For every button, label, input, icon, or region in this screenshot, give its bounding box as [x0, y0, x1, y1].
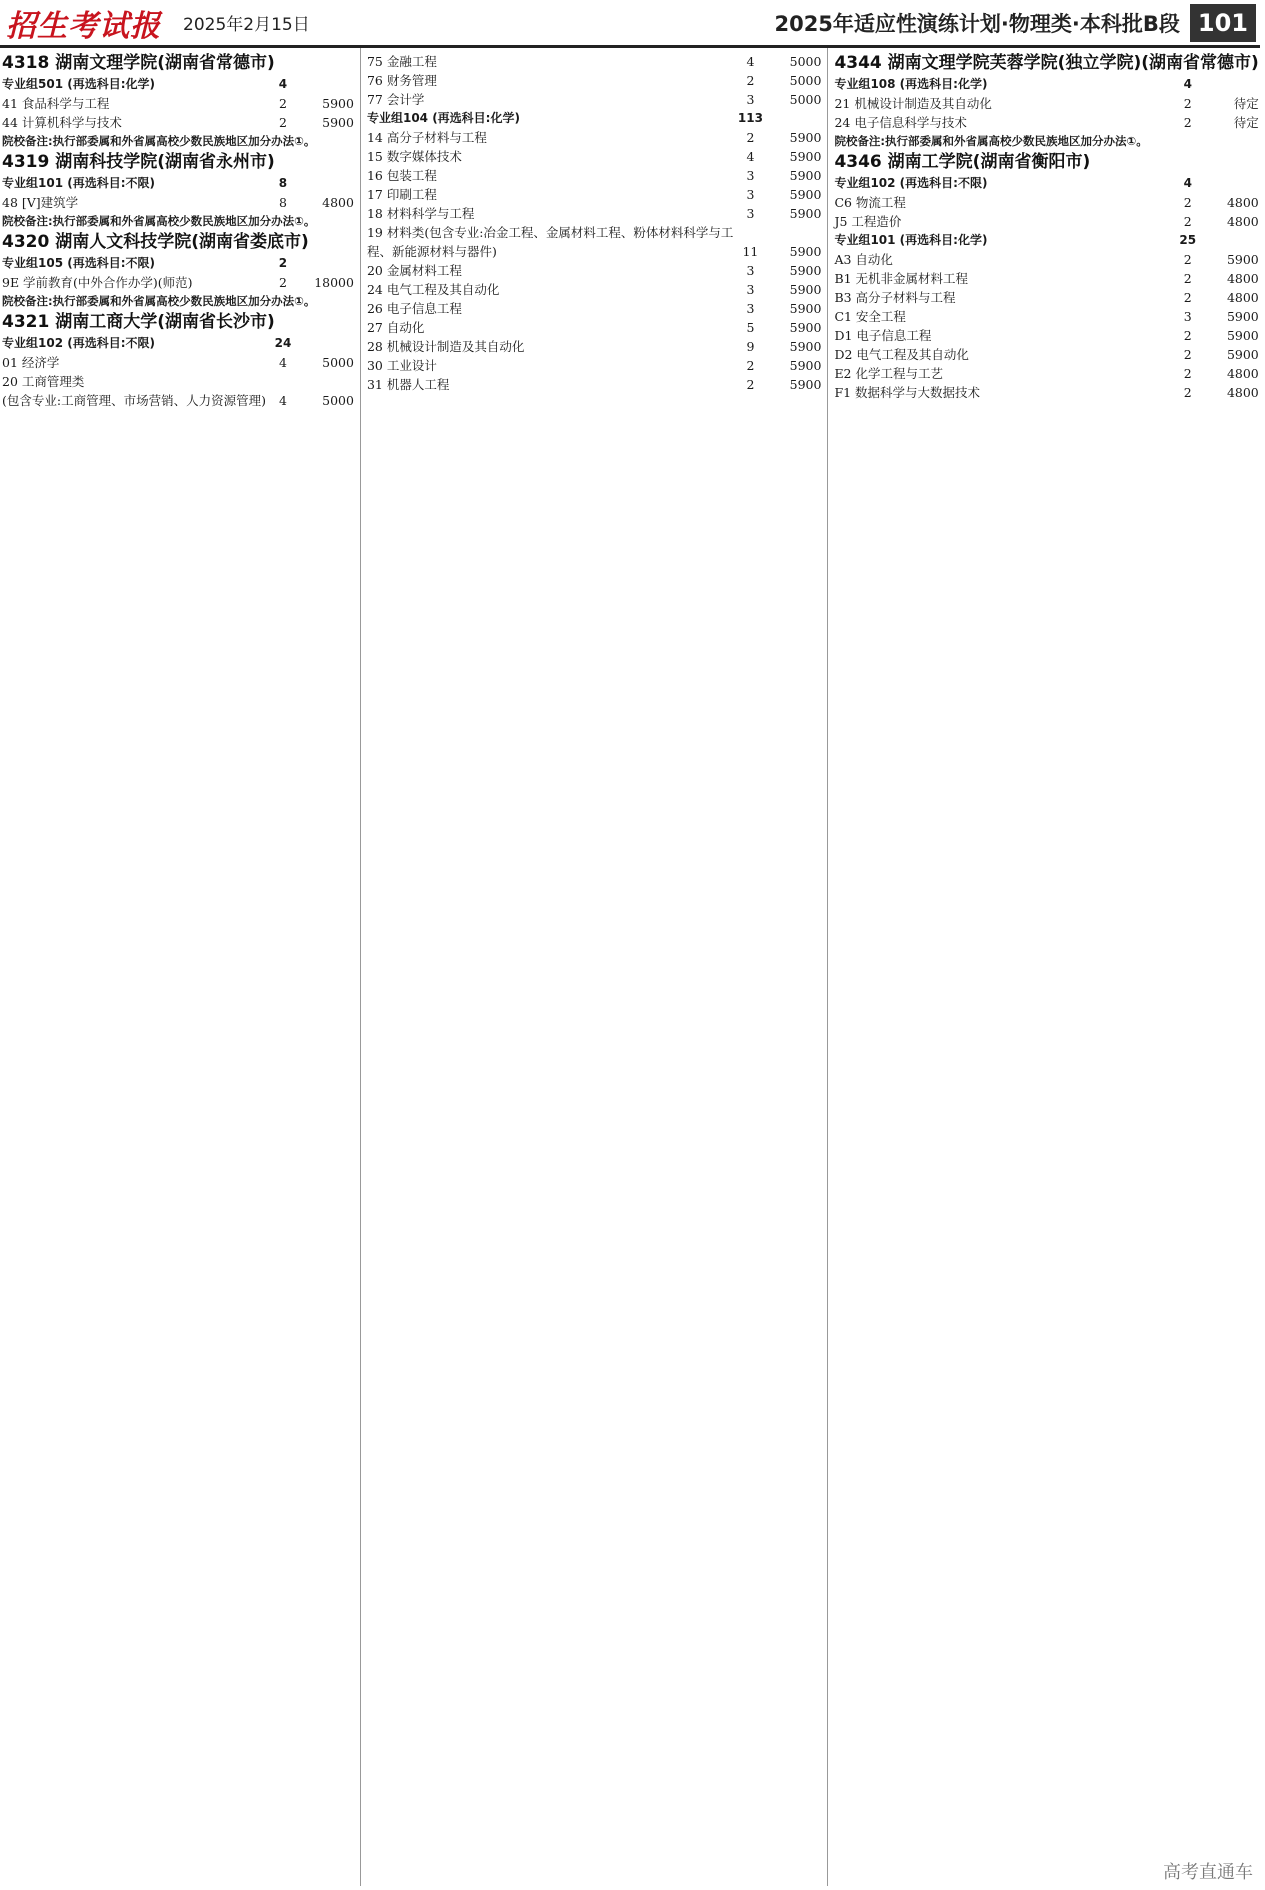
major-name: 专业组104 (再选科目:化学): [366, 111, 520, 125]
major-name: 41 食品科学与工程: [2, 96, 110, 111]
major-name: 01 经济学: [2, 355, 60, 370]
plan-count: 113: [737, 111, 763, 125]
major-row: [2, 94, 354, 113]
tuition-fee: 4800: [1226, 290, 1259, 305]
plan-count: 4: [278, 77, 288, 91]
plan-count: 3: [1183, 309, 1192, 324]
major-row: [367, 185, 821, 204]
tuition-fee: 5900: [322, 115, 354, 130]
plan-count: 4: [746, 54, 755, 69]
watermark-text: 高考直通车: [1163, 1862, 1253, 1883]
major-group-row: [834, 174, 1258, 193]
major-name: A3 自动化: [834, 252, 893, 267]
major-group-row: [2, 254, 354, 273]
tuition-fee: 5900: [789, 149, 822, 164]
tuition-fee: 5900: [789, 377, 822, 392]
tuition-fee: 4800: [1226, 195, 1259, 210]
tuition-fee: 待定: [1233, 96, 1259, 111]
major-name: 20 金属材料工程: [366, 263, 462, 278]
tuition-fee: [1205, 174, 1259, 193]
listing-columns: [0, 48, 1260, 1886]
major-name: C6 物流工程: [834, 195, 906, 210]
tuition-fee: [300, 254, 354, 273]
major-row: [367, 166, 821, 185]
major-row: [367, 204, 821, 223]
major-name: 48 [V]建筑学: [2, 195, 79, 210]
tuition-fee: [300, 174, 354, 193]
school-title: 4346 湖南工学院(湖南省衡阳市): [834, 152, 1091, 172]
major-group-row: [367, 109, 821, 128]
major-name: 24 电子信息科学与技术: [834, 115, 967, 130]
plan-count: 2: [278, 96, 287, 111]
school-note: 院校备注:执行部委属和外省属高校少数民族地区加分办法①。: [834, 134, 1148, 148]
major-name: 16 包装工程: [366, 168, 437, 183]
plan-count: [733, 223, 767, 242]
plan-count: 3: [746, 282, 755, 297]
major-row: [367, 356, 821, 375]
major-row: [2, 193, 354, 212]
major-row: [834, 345, 1258, 364]
tuition-fee: [300, 372, 354, 391]
plan-count: 2: [278, 256, 288, 270]
plan-count: 2: [1183, 366, 1192, 381]
major-row: [367, 318, 821, 337]
major-name: 21 机械设计制造及其自动化: [834, 96, 992, 111]
plan-count: 2: [1183, 195, 1192, 210]
plan-count: 4: [746, 149, 755, 164]
major-name: 30 工业设计: [366, 358, 437, 373]
major-row: [367, 299, 821, 318]
column-2: [360, 48, 827, 1886]
section-title: 2025年适应性演练计划·物理类·本科批B段: [774, 11, 1180, 36]
major-group-row: [2, 174, 354, 193]
plan-count: 5: [746, 320, 755, 335]
plan-count: 2: [1183, 385, 1192, 400]
major-row: [834, 113, 1258, 132]
plan-count: 2: [1183, 347, 1192, 362]
column-1: [0, 48, 360, 1886]
major-row: [2, 113, 354, 132]
major-row: [2, 273, 354, 292]
major-name: 专业组108 (再选科目:化学): [834, 77, 988, 91]
tuition-fee: 5000: [789, 54, 822, 69]
major-row: [367, 261, 821, 280]
major-group-row: [834, 231, 1258, 250]
plan-count: 2: [746, 358, 755, 373]
major-name: 44 计算机科学与技术: [2, 115, 122, 130]
plan-count: 3: [746, 263, 755, 278]
major-row: [367, 128, 821, 147]
major-row: [834, 288, 1258, 307]
major-row: [2, 372, 354, 391]
tuition-fee: [300, 334, 354, 353]
major-row: [367, 90, 821, 109]
major-row: [367, 280, 821, 299]
plan-count: 4: [1183, 77, 1192, 91]
plan-count: 4: [278, 393, 287, 408]
major-row: [2, 391, 354, 410]
tuition-fee: 5900: [789, 206, 822, 221]
plan-count: 2: [1183, 252, 1192, 267]
plan-count: 4: [1183, 176, 1192, 190]
plan-count: 4: [278, 355, 287, 370]
tuition-fee: 4800: [322, 195, 354, 210]
major-name: 27 自动化: [366, 320, 425, 335]
plan-count: 25: [1179, 233, 1197, 247]
major-name: F1 数据科学与大数据技术: [834, 385, 981, 400]
school-title: 4321 湖南工商大学(湖南省长沙市): [2, 312, 275, 332]
major-name: D1 电子信息工程: [834, 328, 932, 343]
tuition-fee: 5900: [789, 301, 822, 316]
major-name: 77 会计学: [366, 92, 425, 107]
tuition-fee: 待定: [1233, 115, 1259, 130]
issue-date: 2025年2月15日: [183, 15, 310, 35]
plan-count: [266, 372, 300, 391]
tuition-fee: 5000: [322, 355, 354, 370]
major-group-row: [834, 75, 1258, 94]
major-row: [367, 223, 821, 242]
tuition-fee: 4800: [1226, 271, 1259, 286]
tuition-fee: 5900: [789, 168, 822, 183]
major-name: 程、新能源材料与器件): [366, 244, 497, 259]
major-name: 76 财务管理: [366, 73, 437, 88]
major-name: 专业组101 (再选科目:不限): [2, 176, 155, 190]
plan-count: 3: [746, 168, 755, 183]
plan-count: 3: [746, 92, 755, 107]
major-row: [834, 307, 1258, 326]
tuition-fee: 4800: [1226, 366, 1259, 381]
tuition-fee: 5900: [322, 96, 354, 111]
major-row: [834, 269, 1258, 288]
tuition-fee: 4800: [1226, 214, 1259, 229]
plan-count: 3: [746, 206, 755, 221]
tuition-fee: 4800: [1226, 385, 1259, 400]
tuition-fee: 18000: [314, 275, 354, 290]
tuition-fee: 5900: [789, 358, 822, 373]
major-name: 75 金融工程: [366, 54, 437, 69]
major-row: [2, 353, 354, 372]
major-name: C1 安全工程: [834, 309, 906, 324]
tuition-fee: [300, 75, 354, 94]
major-row: [367, 147, 821, 166]
major-row: [367, 375, 821, 394]
column-3: [827, 48, 1264, 1886]
major-name: B3 高分子材料与工程: [834, 290, 956, 305]
tuition-fee: 5000: [789, 92, 822, 107]
plan-count: 2: [746, 130, 755, 145]
major-name: 31 机器人工程: [366, 377, 450, 392]
major-row: [367, 242, 821, 261]
major-row: [834, 212, 1258, 231]
tuition-fee: 5000: [322, 393, 354, 408]
major-name: D2 电气工程及其自动化: [834, 347, 969, 362]
major-group-row: [2, 75, 354, 94]
tuition-fee: 5900: [1226, 347, 1259, 362]
major-name: 28 机械设计制造及其自动化: [366, 339, 525, 354]
plan-count: 2: [1183, 328, 1192, 343]
major-name: E2 化学工程与工艺: [834, 366, 943, 381]
tuition-fee: 5900: [1226, 252, 1259, 267]
school-title: 4318 湖南文理学院(湖南省常德市): [2, 53, 275, 73]
plan-count: 2: [746, 73, 755, 88]
major-name: 20 工商管理类: [2, 374, 85, 389]
major-row: [367, 337, 821, 356]
plan-count: 2: [1183, 290, 1192, 305]
tuition-fee: 5900: [789, 187, 822, 202]
plan-count: 2: [278, 275, 287, 290]
plan-count: 2: [1183, 115, 1192, 130]
plan-count: 8: [278, 176, 288, 190]
plan-count: 2: [1183, 271, 1192, 286]
major-name: 专业组102 (再选科目:不限): [834, 176, 988, 190]
tuition-fee: 5900: [789, 130, 822, 145]
page-header: [0, 0, 1260, 48]
major-row: [834, 193, 1258, 212]
plan-count: 2: [1183, 96, 1192, 111]
plan-count: 8: [278, 195, 287, 210]
major-name: 24 电气工程及其自动化: [366, 282, 500, 297]
major-name: 专业组501 (再选科目:化学): [2, 77, 155, 91]
school-title: 4320 湖南人文科技学院(湖南省娄底市): [2, 232, 309, 252]
plan-count: 24: [274, 336, 292, 350]
major-row: [834, 250, 1258, 269]
major-row: [367, 52, 821, 71]
major-name: 专业组101 (再选科目:化学): [834, 233, 988, 247]
tuition-fee: 5900: [789, 244, 822, 259]
school-note: 院校备注:执行部委属和外省属高校少数民族地区加分办法①。: [2, 294, 316, 308]
tuition-fee: 5900: [789, 282, 822, 297]
tuition-fee: 5900: [789, 320, 822, 335]
tuition-fee: 5900: [789, 263, 822, 278]
tuition-fee: 5900: [1226, 328, 1259, 343]
major-name: 19 材料类(包含专业:冶金工程、金属材料工程、粉体材料科学与工: [366, 225, 734, 240]
major-name: B1 无机非金属材料工程: [834, 271, 969, 286]
major-name: 17 印刷工程: [366, 187, 437, 202]
school-note: 院校备注:执行部委属和外省属高校少数民族地区加分办法①。: [2, 134, 316, 148]
tuition-fee: 5000: [789, 73, 822, 88]
tuition-fee: [767, 223, 821, 242]
major-row: [367, 71, 821, 90]
tuition-fee: [1205, 75, 1259, 94]
tuition-fee: [1205, 231, 1259, 250]
school-title: 4319 湖南科技学院(湖南省永州市): [2, 152, 275, 172]
major-row: [834, 383, 1258, 402]
plan-count: 2: [1183, 214, 1192, 229]
major-group-row: [2, 334, 354, 353]
major-row: [834, 94, 1258, 113]
tuition-fee: 5900: [1226, 309, 1259, 324]
major-name: 26 电子信息工程: [366, 301, 462, 316]
tuition-fee: 5900: [789, 339, 822, 354]
major-name: 18 材料科学与工程: [366, 206, 475, 221]
page-number: 101: [1190, 4, 1256, 42]
newspaper-logo: 招生考试报: [6, 8, 161, 44]
tuition-fee: [767, 109, 821, 128]
major-row: [834, 364, 1258, 383]
major-name: 14 高分子材料与工程: [366, 130, 487, 145]
major-name: 专业组105 (再选科目:不限): [2, 256, 155, 270]
school-note: 院校备注:执行部委属和外省属高校少数民族地区加分办法①。: [2, 214, 316, 228]
major-name: 15 数字媒体技术: [366, 149, 462, 164]
major-name: (包含专业:工商管理、市场营销、人力资源管理): [2, 393, 266, 408]
school-title: 4344 湖南文理学院芙蓉学院(独立学院)(湖南省常德市): [834, 53, 1259, 73]
major-name: J5 工程造价: [834, 214, 902, 229]
plan-count: 9: [746, 339, 755, 354]
major-row: [834, 326, 1258, 345]
major-name: 专业组102 (再选科目:不限): [2, 336, 155, 350]
plan-count: 11: [742, 244, 759, 259]
plan-count: 2: [278, 115, 287, 130]
plan-count: 3: [746, 187, 755, 202]
major-name: 9E 学前教育(中外合作办学)(师范): [2, 275, 193, 290]
plan-count: 2: [746, 377, 755, 392]
plan-count: 3: [746, 301, 755, 316]
